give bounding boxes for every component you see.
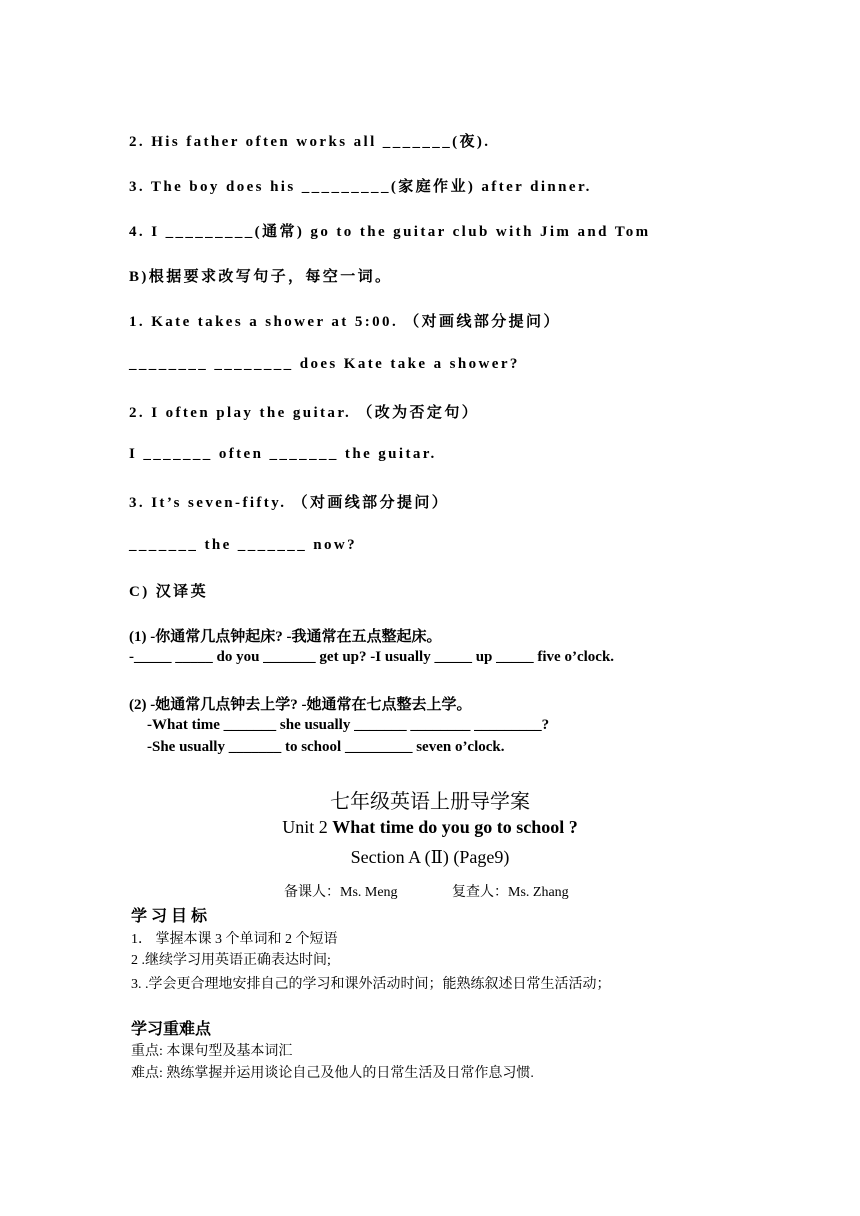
- exercise-c-item-1-chinese: (1) -你通常几点钟起床? -我通常在五点整起床。: [129, 629, 442, 645]
- objective-item: 1． 掌握本课 3 个单词和 2 个短语: [131, 932, 338, 947]
- exercise-a-item-2: 2. His father often works all _______(夜).: [129, 134, 491, 150]
- exercise-c-item-2-english-2: -She usually _______ to school _________ seven o’clock.: [147, 739, 505, 755]
- difficult-point-item: 难点: 熟练掌握并运用谈论自己及他人的日常生活及日常作息习惯.: [131, 1066, 534, 1081]
- exercise-b-answer-1: ________ ________ does Kate take a shower?: [129, 356, 520, 372]
- objective-item: 2 .继续学习用英语正确表达时间;: [131, 953, 331, 968]
- key-points-heading: 学习重难点: [131, 1021, 212, 1038]
- exercise-b-question-3: 3. It’s seven-fifty. （对画线部分提问）: [129, 495, 450, 511]
- exercise-b-answer-2: I _______ often _______ the guitar.: [129, 446, 437, 462]
- exercise-c-item-1-english: -_____ _____ do you _______ get up? -I usually _____ up _____ five o’clock.: [129, 649, 615, 665]
- key-point-item: 重点: 本课句型及基本词汇: [131, 1044, 293, 1059]
- exercise-b-question-1: 1. Kate takes a shower at 5:00. （对画线部分提问）: [129, 314, 561, 330]
- unit-prefix: Unit 2: [282, 817, 333, 837]
- exercise-c-heading: C) 汉译英: [129, 584, 208, 600]
- objectives-heading: 学 习 目 标: [131, 908, 208, 925]
- exercise-c-item-2-chinese: (2) -她通常几点钟去上学? -她通常在七点整去上学。: [129, 697, 472, 713]
- unit-title: What time do you go to school ?: [332, 817, 578, 837]
- exercise-a-item-3: 3. The boy does his _________(家庭作业) after dinner.: [129, 179, 592, 195]
- exercise-a-item-4: 4. I _________(通常) go to the guitar club with Jim and Tom: [129, 224, 651, 240]
- exercise-b-answer-3: _______ the _______ now?: [129, 537, 358, 553]
- preparer-label: 备课人：Ms. Meng: [284, 885, 398, 900]
- exercise-b-heading: B)根据要求改写句子，每空一词。: [129, 269, 393, 285]
- objective-item: 3. .学会更合理地安排自己的学习和课外活动时间；能熟练叙述日常生活活动；: [131, 977, 611, 992]
- exercise-b-question-2: 2. I often play the guitar. （改为否定句）: [129, 405, 480, 421]
- reviewer-label: 复查人：Ms. Zhang: [452, 885, 569, 900]
- unit-heading: [0, 817, 860, 838]
- document-title: 七年级英语上册导学案: [330, 791, 530, 813]
- exercise-c-item-2-english-1: -What time _______ she usually _______ ________ _________?: [147, 717, 550, 733]
- section-heading: Section A (Ⅱ) (Page9): [350, 847, 510, 867]
